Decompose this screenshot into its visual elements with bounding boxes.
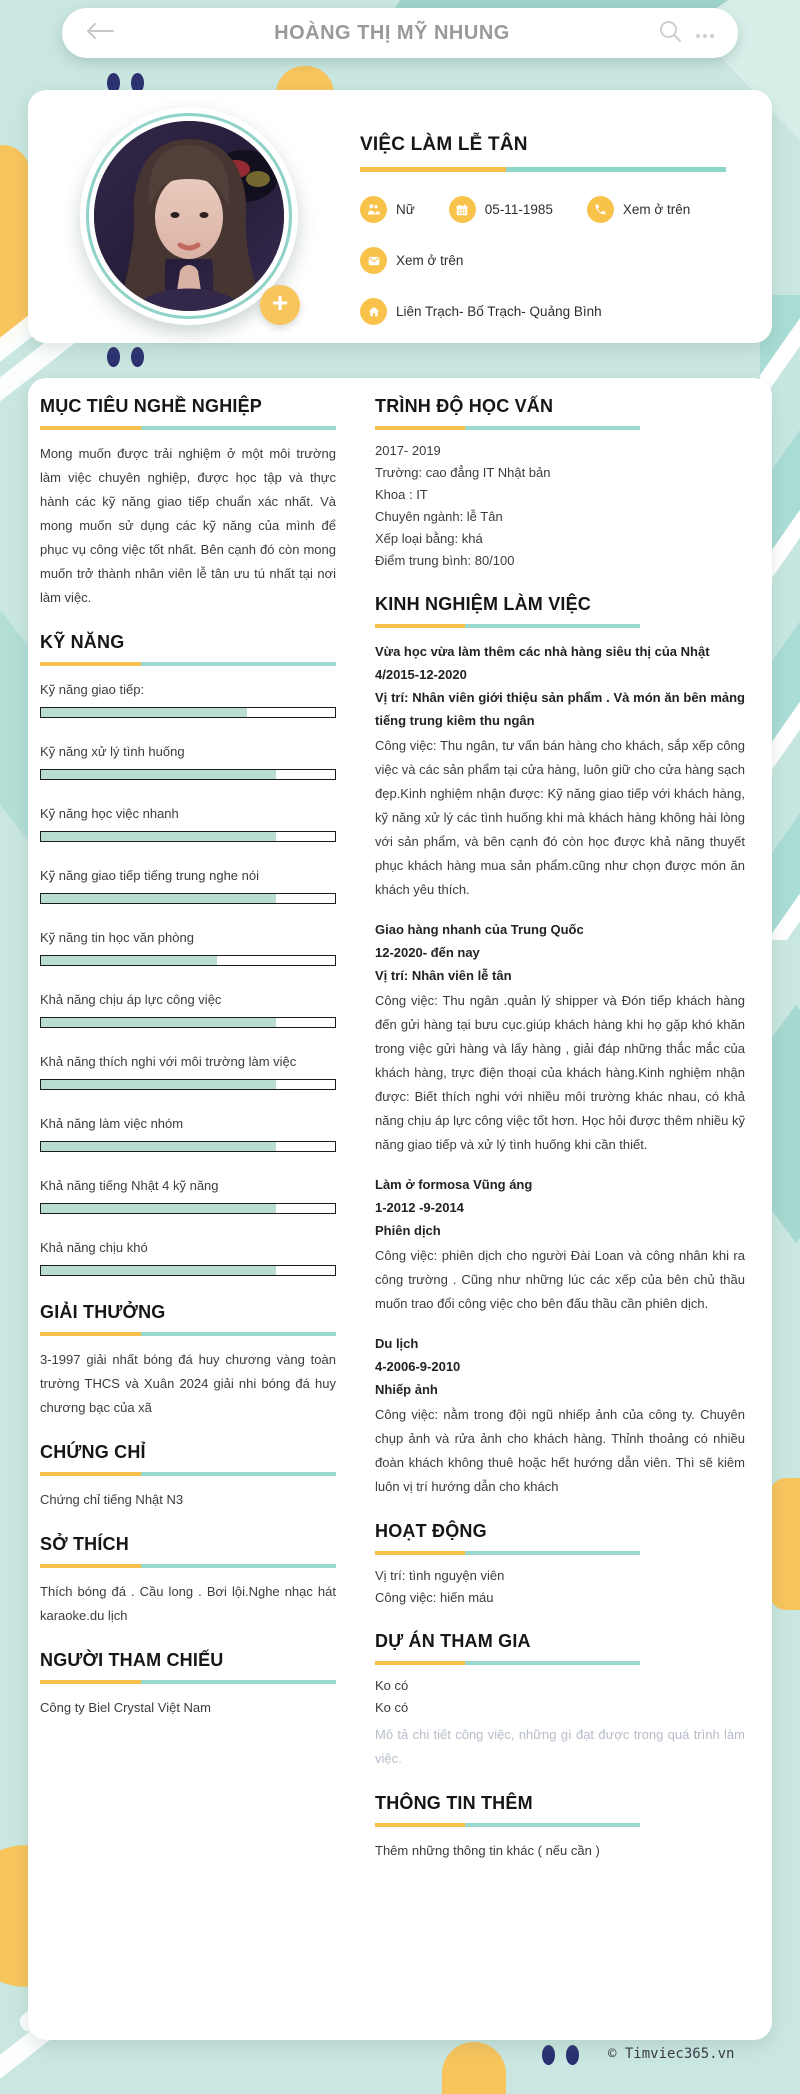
envelope-icon: [360, 247, 387, 274]
skill-progress-bar: [40, 1079, 336, 1090]
profile-card: [28, 90, 772, 343]
skill-progress-bar: [40, 1265, 336, 1276]
section-divider: [40, 662, 336, 666]
awards-section: [40, 1302, 336, 1420]
activities-section: [375, 1521, 745, 1609]
projects-lines: [375, 1675, 745, 1719]
section-divider: [375, 1551, 640, 1555]
birthday-field: [449, 196, 553, 223]
section-heading: TRÌNH ĐỘ HỌC VẤN: [375, 396, 554, 416]
education-lines: [375, 440, 745, 572]
skill-label: Kỹ năng học việc nhanh: [40, 806, 179, 821]
skill-label: Khả năng tiếng Nhật 4 kỹ năng: [40, 1178, 219, 1193]
job-period: 1-2012 -9-2014: [375, 1200, 464, 1215]
section-divider: [40, 1472, 336, 1476]
gender-icon: [360, 196, 387, 223]
section-heading: GIẢI THƯỞNG: [40, 1302, 166, 1322]
skill-progress-bar: [40, 707, 336, 718]
job-item: [375, 918, 745, 1157]
skills-list: [40, 682, 336, 1276]
profile-info: [360, 134, 730, 325]
section-heading: MỤC TIÊU NGHỀ NGHIỆP: [40, 396, 263, 416]
education-line: Trường: cao đẳng IT Nhật bản: [375, 465, 551, 480]
education-line: 2017- 2019: [375, 443, 441, 458]
certificates-section: [40, 1442, 336, 1512]
job-company: Vừa học vừa làm thêm các nhà hàng siêu thị của Nhật: [375, 644, 710, 659]
skill-item: [40, 1240, 336, 1276]
education-section: [375, 396, 745, 572]
skill-label: Khả năng làm việc nhóm: [40, 1116, 184, 1131]
phone-field: [587, 196, 690, 223]
skill-progress-fill: [41, 1018, 276, 1027]
job-company: Làm ở formosa Vũng áng: [375, 1177, 533, 1192]
activities-lines: [375, 1565, 745, 1609]
section-heading: DỰ ÁN THAM GIA: [375, 1631, 531, 1651]
job-position: Nhiếp ảnh: [375, 1382, 438, 1397]
section-heading: NGƯỜI THAM CHIẾU: [40, 1650, 224, 1670]
search-icon: [658, 30, 682, 47]
education-line: Khoa : IT: [375, 487, 428, 502]
cv-body-card: [28, 378, 772, 2040]
projects-placeholder-text: Mô tả chi tiết công việc, những gì đạt được trong quá trình làm việc.: [375, 1727, 745, 1766]
skill-item: [40, 1054, 336, 1090]
address-value: Liên Trạch- Bố Trạch- Quảng Bình: [396, 304, 602, 319]
education-line: Chuyên ngành: lễ Tân: [375, 509, 503, 524]
skill-progress-fill: [41, 1080, 276, 1089]
skill-progress-fill: [41, 894, 276, 903]
job-position: Phiên dịch: [375, 1223, 441, 1238]
skill-progress-bar: [40, 955, 336, 966]
job-item: [375, 1173, 745, 1316]
left-column: [40, 378, 336, 1742]
education-line: Điểm trung bình: 80/100: [375, 553, 515, 568]
profile-photo: [94, 121, 284, 311]
skill-progress-bar: [40, 1017, 336, 1028]
skill-progress-fill: [41, 1204, 276, 1213]
job-item: [375, 1332, 745, 1499]
jobs-list: [375, 640, 745, 1499]
project-line: Ko có: [375, 1678, 409, 1693]
skill-item: [40, 682, 336, 718]
skill-label: Khả năng thích nghi với môi trường làm việc: [40, 1054, 297, 1069]
profile-info-row-1: [360, 196, 730, 223]
gender-field: [360, 196, 415, 223]
activity-line: Công việc: hiến máu: [375, 1590, 494, 1605]
section-divider: [40, 1680, 336, 1684]
experience-section: [375, 594, 745, 1499]
skill-progress-bar: [40, 1203, 336, 1214]
skill-progress-bar: [40, 1141, 336, 1152]
profile-info-row-2: [360, 247, 730, 274]
section-heading: CHỨNG CHỈ: [40, 1442, 146, 1462]
copyright-watermark: © Timviec365.vn: [608, 2046, 735, 2062]
skill-progress-fill: [41, 1266, 276, 1275]
address-field: [360, 298, 602, 325]
candidate-name-title: HOÀNG THỊ MỸ NHUNG: [274, 21, 510, 44]
email-field: [360, 247, 463, 274]
desired-job-title: VIỆC LÀM LỄ TÂN: [360, 134, 528, 155]
skill-label: Kỹ năng giao tiếp:: [40, 682, 145, 697]
hobbies-section: [40, 1534, 336, 1628]
skill-progress-fill: [41, 832, 276, 841]
job-position: Vị trí: Nhân viên lễ tân: [375, 968, 512, 983]
job-description: Công việc: Thu ngân, tư vấn bán hàng cho khách, sắp xếp công việc và các sản phẩm tại cửa hàng, luôn giữ cho cửa hàng sạch đẹp.Kinh nghiệm nhận được: Kỹ năng giao tiếp với khách hàng, kỹ năng xử lý các tình huống khi mà khách hàng không hài lòng với sản phẩm, và bên cạnh đó còn học được khả năng thuyết phục khách hàng mua sản phẩm.cũng như chọn được món ăn khách yêu thích.: [375, 738, 745, 897]
skill-progress-bar: [40, 831, 336, 842]
right-column: [375, 378, 745, 1885]
section-divider: [40, 1564, 336, 1568]
hobbies-text: Thích bóng đá . Cầu long . Bơi lội.Nghe nhạc hát karaoke.du lịch: [40, 1584, 336, 1623]
projects-section: [375, 1631, 745, 1771]
phone-value[interactable]: Xem ở trên: [622, 202, 691, 217]
references-text: Công ty Biel Crystal Việt Nam: [40, 1700, 211, 1715]
additional-info-section: [375, 1793, 745, 1863]
section-heading: HOẠT ĐỘNG: [375, 1521, 487, 1541]
section-divider: [375, 1661, 640, 1665]
skill-item: [40, 806, 336, 842]
top-navigation-bar: [62, 8, 738, 58]
job-description: Công việc: phiên dịch cho người Đài Loan và công nhân khi ra công trường . Cũng như những lúc các xếp của bên chủ thầu muốn trao đổi công việc cho bên đấu thầu cần phiên dịch.: [375, 1248, 745, 1311]
calendar-icon: [449, 196, 476, 223]
back-button[interactable]: [86, 23, 126, 44]
section-heading: SỞ THÍCH: [40, 1534, 129, 1554]
certificates-text: Chứng chỉ tiếng Nhật N3: [40, 1492, 184, 1507]
section-divider: [375, 624, 640, 628]
skill-item: [40, 744, 336, 780]
birthday-value: 05-11-1985: [484, 202, 553, 217]
skill-progress-fill: [41, 708, 247, 717]
job-period: 12-2020- đến nay: [375, 945, 480, 960]
section-heading: KỸ NĂNG: [40, 632, 125, 652]
skill-label: Khả năng chịu áp lực công việc: [40, 992, 222, 1007]
skill-progress-bar: [40, 769, 336, 780]
skills-section: [40, 632, 336, 1276]
education-line: Xếp loại bằng: khá: [375, 531, 483, 546]
project-line: Ko có: [375, 1700, 409, 1715]
yellow-pill-decoration: [0, 145, 30, 343]
job-company: Du lịch: [375, 1336, 419, 1351]
job-item: [375, 640, 745, 902]
navy-dots-decoration: [107, 347, 144, 367]
additional-info-text: Thêm những thông tin khác ( nếu cần ): [375, 1843, 600, 1858]
section-divider: [40, 1332, 336, 1336]
section-heading: THÔNG TIN THÊM: [375, 1793, 533, 1813]
job-description: Công việc: Thu ngân .quản lý shipper và Đón tiếp khách hàng đến gửi hàng tại bưu cục.giúp khách hàng khi họ gặp khó khăn trong việc gửi hàng và lấy hàng , giải đáp những thắc mắc của khách hàng, trực điện thoại của khách hàng.Kinh nghiệm nhận được: Biết thích nghi với nhiều môi trường khác nhau, có khả năng chịu áp lực công việc tốt hơn. Học hỏi được thêm nhiều kỹ năng giao tiếp và xử lý tình huống khi cần thiết.: [375, 993, 745, 1152]
skill-progress-fill: [41, 1142, 276, 1151]
section-divider: [40, 426, 336, 430]
skill-label: Kỹ năng xử lý tình huống: [40, 744, 185, 759]
home-icon: [360, 298, 387, 325]
back-arrow-icon: [86, 23, 114, 44]
section-divider: [375, 1823, 640, 1827]
gender-value: Nữ: [396, 202, 415, 217]
skill-progress-fill: [41, 956, 217, 965]
profile-info-row-3: [360, 298, 730, 325]
skill-progress-bar: [40, 893, 336, 904]
skill-item: [40, 930, 336, 966]
job-company: Giao hàng nhanh của Trung Quốc: [375, 922, 584, 937]
phone-icon: [587, 196, 614, 223]
skill-item: [40, 868, 336, 904]
add-photo-button[interactable]: +: [260, 285, 300, 325]
section-divider: [375, 426, 640, 430]
skill-item: [40, 1178, 336, 1214]
skill-progress-fill: [41, 770, 276, 779]
skill-item: [40, 1116, 336, 1152]
more-options-button[interactable]: [696, 28, 714, 38]
skill-label: Khả năng chịu khó: [40, 1240, 148, 1255]
skill-item: [40, 992, 336, 1028]
email-value[interactable]: Xem ở trên: [396, 253, 464, 268]
objective-section: [40, 396, 336, 610]
section-divider: [360, 167, 726, 172]
job-description: Công việc: nằm trong đội ngũ nhiếp ảnh của công ty. Chuyên chụp ảnh và rửa ảnh cho khách hàng. Thỉnh thoảng có nhiều đoàn khách không thuê hoặc hết hướng dẫn viên. Thì sẽ kiêm luôn vị trí hướng dẫn cho khách: [375, 1407, 745, 1494]
job-position: Vị trí: Nhân viên giới thiệu sản phẩm . Và món ăn bên mảng tiếng trung kiêm thu ngân: [375, 690, 745, 728]
job-period: 4/2015-12-2020: [375, 667, 467, 682]
activity-line: Vị trí: tình nguyện viên: [375, 1568, 505, 1583]
awards-text: 3-1997 giải nhất bóng đá huy chương vàng toàn trường THCS và Xuân 2024 giải nhi bóng đá huy chương bạc của xã: [40, 1352, 336, 1415]
profile-photo-frame: [80, 107, 298, 325]
references-section: [40, 1650, 336, 1720]
yellow-edge-decoration: [770, 1478, 800, 1610]
job-period: 4-2006-9-2010: [375, 1359, 461, 1374]
objective-text: Mong muốn được trải nghiệm ở một môi trường làm việc chuyên nghiệp, được học tập và thực hành các kỹ năng giao tiếp chuẩn xác nhất. Và mong muốn sử dụng các kỹ năng của mình để phục vụ công việc tốt nhất. Bên cạnh đó còn mong muốn trở thành nhân viên lễ tân ưu tú nhất tại nơi làm việc.: [40, 446, 336, 605]
navy-dots-decoration: [542, 2045, 579, 2065]
yellow-footer-dome-decoration: [442, 2042, 506, 2094]
section-heading: KINH NGHIỆM LÀM VIỆC: [375, 594, 592, 614]
skill-label: Kỹ năng giao tiếp tiếng trung nghe nói: [40, 868, 260, 883]
skill-label: Kỹ năng tin học văn phòng: [40, 930, 194, 945]
search-button[interactable]: [658, 19, 682, 48]
